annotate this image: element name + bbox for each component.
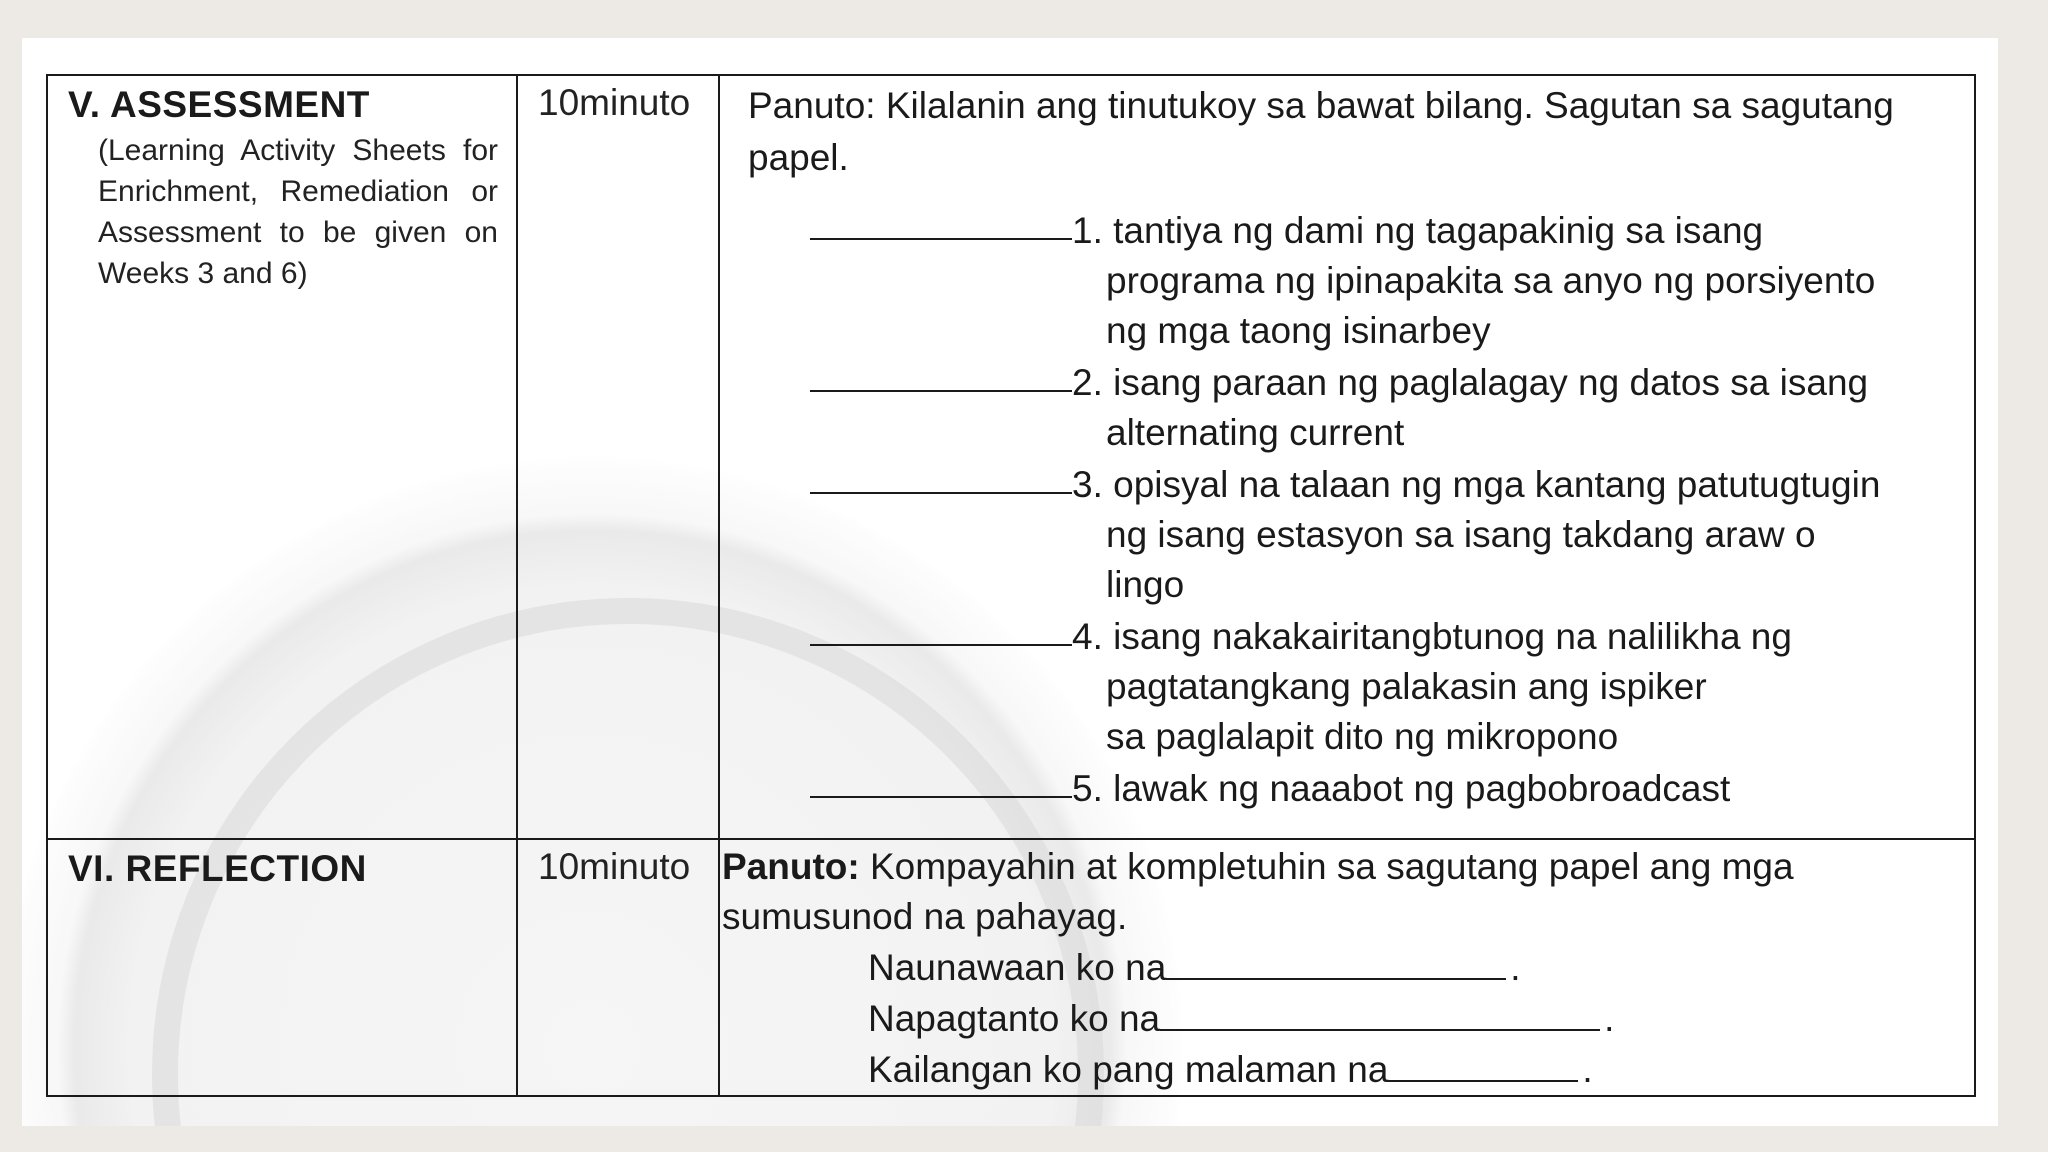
lesson-plan-table <box>46 74 1976 1097</box>
answer-line[interactable] <box>1166 950 1506 980</box>
assessment-item <box>810 358 1974 458</box>
assessment-item <box>810 612 1974 762</box>
assessment-row <box>47 75 1975 839</box>
item-first-line: isang paraan ng paglalagay ng datos sa isang <box>1102 362 1869 403</box>
prompt-end: . <box>1582 1049 1593 1090</box>
assessment-content-cell <box>719 75 1975 839</box>
prompt-end: . <box>1604 998 1615 1039</box>
reflection-instruction-label: Panuto: <box>722 846 860 887</box>
assessment-instruction: Panuto: Kilalanin ang tinutukoy sa bawat bilang. Sagutan sa sagutang papel. <box>748 85 1894 178</box>
item-continuation-line: ng mga taong isinarbey <box>1106 310 1491 351</box>
assessment-item-text <box>1072 612 1792 762</box>
reflection-instruction <box>720 840 1974 942</box>
reflection-content-cell <box>719 839 1975 1096</box>
reflection-time: 10minuto <box>538 846 691 887</box>
prompt-text: Kailangan ko pang malaman na <box>868 1049 1389 1090</box>
assessment-title: V. ASSESSMENT <box>68 84 370 125</box>
assessment-item-text <box>1072 206 1875 356</box>
assessment-item <box>810 764 1974 814</box>
answer-line[interactable] <box>1160 1001 1600 1031</box>
assessment-item-text <box>1072 460 1880 610</box>
item-continuation-line: sa paglalapit dito ng mikropono <box>1106 716 1619 757</box>
answer-line[interactable] <box>1388 1052 1578 1082</box>
assessment-item <box>810 206 1974 356</box>
assessment-time: 10minuto <box>538 82 691 123</box>
prompt-end: . <box>1510 947 1521 988</box>
answer-blank[interactable] <box>810 206 1072 240</box>
item-first-line: opisyal na talaan ng mga kantang patutugtugin <box>1102 464 1881 505</box>
item-first-line: tantiya ng dami ng tagapakinig sa isang <box>1102 210 1764 251</box>
assessment-item-text <box>1072 764 1730 814</box>
answer-blank[interactable] <box>810 358 1072 392</box>
item-number: 3. <box>1072 464 1103 505</box>
assessment-section-cell <box>47 75 517 839</box>
reflection-prompt <box>868 942 1974 993</box>
reflection-prompt <box>868 993 1974 1044</box>
answer-blank[interactable] <box>810 764 1072 798</box>
item-continuation-line: lingo <box>1106 564 1185 605</box>
item-number: 5. <box>1072 768 1103 809</box>
document-page <box>22 38 1998 1126</box>
item-continuation-line: programa ng ipinapakita sa anyo ng porsiyento <box>1106 260 1876 301</box>
assessment-item <box>810 460 1974 610</box>
reflection-row <box>47 839 1975 1096</box>
item-continuation-line: ng isang estasyon sa isang takdang araw o <box>1106 514 1816 555</box>
assessment-items <box>720 206 1974 814</box>
item-number: 1. <box>1072 210 1103 251</box>
answer-blank[interactable] <box>810 612 1072 646</box>
reflection-title: VI. REFLECTION <box>68 848 367 889</box>
prompt-text: Napagtanto ko na <box>868 998 1161 1039</box>
item-continuation-line: alternating current <box>1106 412 1405 453</box>
prompt-text: Naunawaan ko na <box>868 947 1167 988</box>
item-number: 2. <box>1072 362 1103 403</box>
item-first-line: isang nakakairitangbtunog na nalilikha ng <box>1102 616 1792 657</box>
reflection-section-cell <box>47 839 517 1096</box>
assessment-time-cell <box>517 75 719 839</box>
item-number: 4. <box>1072 616 1103 657</box>
assessment-note: (Learning Activity Sheets for Enrichment, Remediation or Assessment to be given on Weeks 3 and 6) <box>98 134 498 290</box>
reflection-prompts <box>720 942 1974 1095</box>
item-first-line: lawak ng naaabot ng pagbobroadcast <box>1102 768 1731 809</box>
reflection-prompt <box>868 1044 1974 1095</box>
item-continuation-line: pagtatangkang palakasin ang ispiker <box>1106 666 1707 707</box>
answer-blank[interactable] <box>810 460 1072 494</box>
assessment-item-text <box>1072 358 1868 458</box>
reflection-time-cell <box>517 839 719 1096</box>
reflection-instruction-text: Kompayahin at kompletuhin sa sagutang papel ang mga sumusunod na pahayag. <box>722 846 1794 937</box>
